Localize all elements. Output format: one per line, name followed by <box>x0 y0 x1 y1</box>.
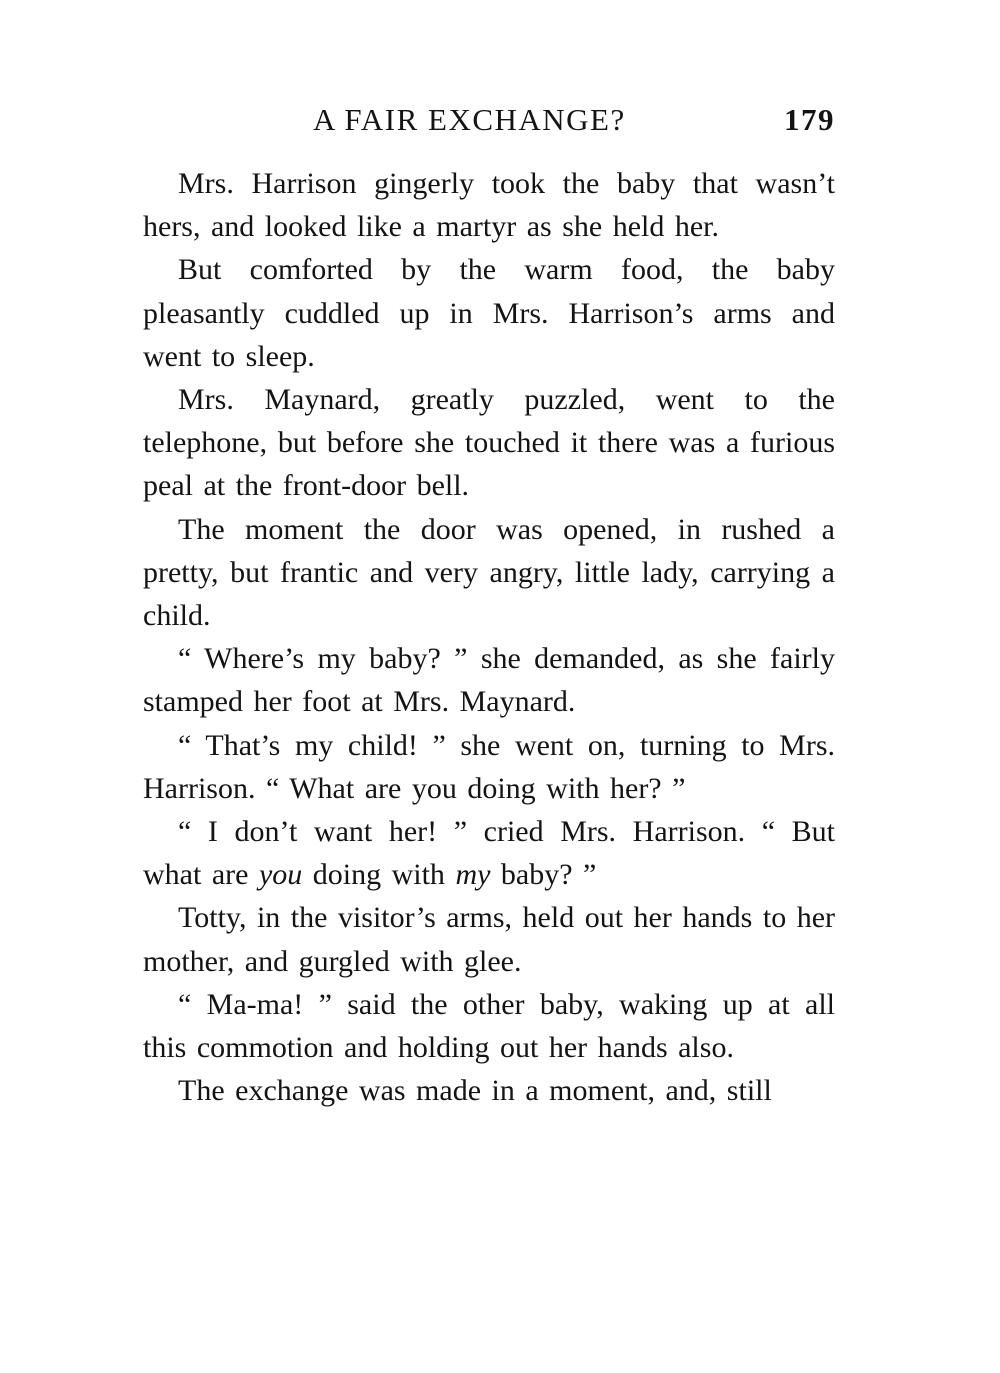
paragraph-7-part-2: doing with <box>302 858 456 892</box>
paragraph-7 <box>143 810 835 896</box>
page-number: 179 <box>784 102 835 137</box>
emphasis-you: you <box>258 858 303 892</box>
paragraph-10: The exchange was made in a moment, and, still <box>178 1074 772 1108</box>
running-head <box>143 98 835 148</box>
paragraph-4: The moment the door was opened, in rushed a pretty, but frantic and very angry, little lady, carrying a child. <box>143 512 835 633</box>
paragraph-3: Mrs. Maynard, greatly puzzled, went to the telephone, but before she touched it there was a furious peal at the front-door bell. <box>143 383 835 503</box>
body-text <box>143 162 835 1112</box>
paragraph-9: “ Ma-ma! ” said the other baby, waking up at all this commotion and holding out her hands also. <box>143 987 835 1065</box>
emphasis-my: my <box>455 858 491 892</box>
paragraph-8: Totty, in the visitor’s arms, held out her hands to her mother, and gurgled with glee. <box>143 901 835 978</box>
paragraph-6: “ That’s my child! ” she went on, turning to Mrs. Harrison. “ What are you doing with her? ” <box>143 728 835 805</box>
book-page <box>143 98 835 1112</box>
paragraph-2: But comforted by the warm food, the baby pleasantly cuddled up in Mrs. Harrison’s arms and went to sleep. <box>143 253 835 373</box>
paragraph-5: “ Where’s my baby? ” she demanded, as she fairly stamped her foot at Mrs. Maynard. <box>143 642 835 719</box>
paragraph-7-part-1: “ I don’t want her! ” cried Mrs. Harrison. “ But what are <box>143 815 835 892</box>
paragraph-1: Mrs. Harrison gingerly took the baby that wasn’t hers, and looked like a martyr as she held her. <box>143 167 835 244</box>
paragraph-7-part-3: baby? ” <box>490 858 597 892</box>
chapter-title: A FAIR EXCHANGE? <box>313 102 626 137</box>
